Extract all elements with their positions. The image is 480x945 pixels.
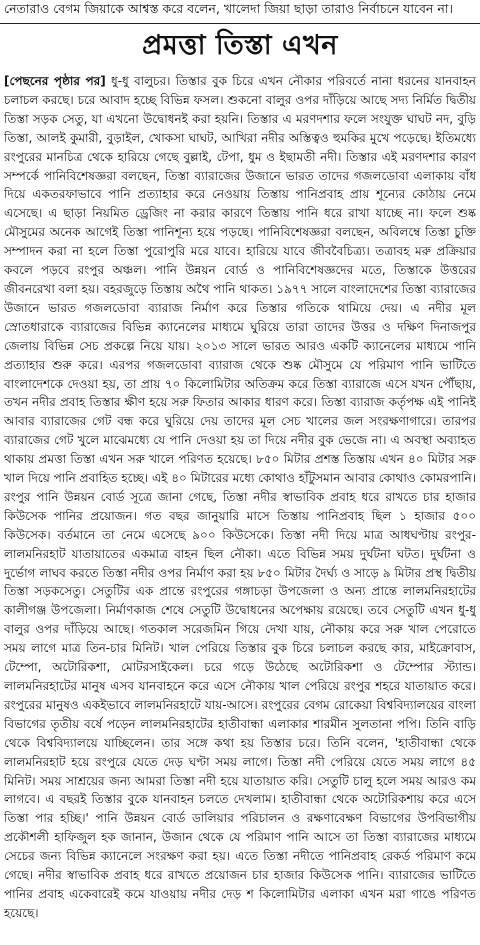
article-headline: প্রমত্তা তিস্তা এখন	[142, 30, 338, 61]
article-body	[4, 72, 476, 942]
previous-article-last-line: নেতারাও বেগম জিয়াকে আশ্বস্ত করে বলেন, খালেদা জিয়া ছাড়া তারাও নির্বাচনে যাবেন না।	[0, 0, 480, 24]
article-text: ধু-ধু বালুচর। তিস্তার বুক চিরে এখন নৌকার পরিবর্তে নানা ধরনের যানবাহন চলাচল করছে। চরে আবাদ হচ্ছে বিভিন্ন ফসল। শুকনো বালুর ওপর দাঁড়িয়ে আছে সদ্য নির্মিত দ্বিতীয় তিস্তা সড়ক সেতু, যা এখনো উদ্বোধনই করা হয়নি। তিস্তার এ মরণদশার ফলে সংযুক্ত ঘাঘট নদ, বুড়ি তিস্তা, আলই কুমারী, বুড়াইল, খোকসা ঘাঘট, আখিরা নদীর অস্তিত্বও হুমকির মুখে পড়েছে। ইতিমধ্যে রংপুরের মানচিত্র থেকে হারিয়ে গেছে বুল্লাই, টেপা, ধুম ও ইছামতী নদী। তিস্তার এই মরণদশার কারণ সম্পর্কে পানিবিশেষজ্ঞরা বলছেন, তিস্তা ব্যারাজের উজানে ভারত তাদের গজলডোবা এলাকায় বাঁধ দিয়ে একতরফাভাবে পানি প্রত্যাহার করে নেওয়ায় তিস্তায় পানিপ্রবাহ প্রায় শূন্যের কোঠায় নেমে এসেছে। এ ছাড়া নিয়মিত ড্রেজিং না করার কারণে তিস্তায় পানি ধরে রাখা যাচ্ছে না। ফলে শুষ্ক মৌসুমের অনেক আগেই তিস্তা পানিশূন্য হয়ে পড়ছে। পানিবিশেষজ্ঞরা বলছেন, অবিলম্বে তিস্তা চুক্তি সম্পাদন করা না হলে তিস্তা পুরোপুরি মরে যাবে। হারিয়ে যাবে জীববৈচিত্র্য। তত্রাবহ মরু প্রক্রিয়ার কবলে পড়বে রংপুর অঞ্চল। পানি উন্নয়ন বোর্ড ও পানিবিশেষজ্ঞদের মতে, তিস্তাকে উত্তরের জীবনরেখা বলা হয়। বহরজুড়ে তিস্তায় অথৈ পানি থাকত। ১৯৭৭ সালে বাংলাদেশের তিস্তা ব্যারাজের উজানে ভারত গজলডোবা ব্যারাজ নির্মাণ করে তিস্তার গতিকে থামিয়ে দেয়। এ নদীর মূল স্রোতধারাকে ব্যারাজের বিভিন্ন ক্যানেলের মাধ্যমে ঘুরিয়ে তারা তাদের উত্তর ও দক্ষিণ দিনাজপুর জেলায় বিভিন্ন সেচ প্রকল্পে নিয়ে যায়। ২০১৩ সালে ভারত আরও একটি ক্যানেলের মাধ্যমে পানি প্রত্যাহার শুরু করে। এরপর গজলডোবা ব্যারাজ থেকে শুষ্ক মৌসুমে যে পরিমাণ পানি ভাটিতে বাংলাদেশকে দেওয়া হয়, তা প্রায় ৭০ কিলোমিটার অতিক্রম করে তিস্তা ব্যারাজে এসে যখন পৌঁছায়, তখন নদীর প্রবাহ তিস্তার ক্ষীণ হয়ে সরু ফিতার আকার ধারণ করে। তিস্তা ব্যারাজ কর্তৃপক্ষ এই পানিই আবার ব্যারাজের গেট বন্ধ করে ঘুরিয়ে দেয় তাদের মূল সেচ খালের জল সংরক্ষণাগারে। তারপর ব্যারাজের গেট খুলে মাঝেমধ্যে যে পানি দেওয়া হয় তা দিয়ে নদীর বুক ভেজে না। এ অবস্থা অব্যাহত থাকায় প্রমত্তা তিস্তা এখন সরু খালে পরিণত হয়েছে। ৮৫০ মিটার প্রশস্ত তিস্তায় এখন ৪০ মিটার সরু খাল দিয়ে পানি প্রবাহিত হচ্ছে। এই ৪০ মিটারের মধ্যে কোথাও হাঁটুসমান আবার কোথাও কোমরপানি। রংপুর পানি উন্নয়ন বোর্ড সূত্রে জানা গেছে, তিস্তা নদীর স্বাভাবিক প্রবাহ ধরে রাখতে চার হাজার কিউসেক পানির প্রয়োজন। গত বছর জানুয়ারি মাসে তিস্তায় পানিপ্রবাহ ছিল ১ হাজার ৫০০ কিউসেক। বর্তমানে তা নেমে এসেছে ৯০০ কিউসেকে। তিস্তা নদী দিয়ে মাত্র আধঘণ্টায় রংপুর-লালমনিরহাট যাতায়াতের একমাত্র বাহন ছিল নৌকা। এতে বিভিন্ন সময় দুর্ঘটনা ঘটত। দুর্ঘটনা ও দুর্ভোগ লাঘব করতে তিস্তা নদীর ওপর নির্মাণ করা হয় ৮৫০ মিটার দৈর্ঘ্য ও সাড়ে ৯ মিটার প্রস্থ দ্বিতীয় তিস্তা সড়কসেতু। সেতুটির এক প্রান্তে রংপুরের গঙ্গাচড়া উপজেলা ও অন্য প্রান্তে লালমনিরহাটের কালীগঞ্জ উপজেলা। নির্মাণকাজ শেষে সেতুটি উদ্বোধনের অপেক্ষায় রয়েছে। তবে সেতুটি এখন ধু-ধু বালুর ওপর দাঁড়িয়ে আছে। গতকাল সরেজমিন গিয়ে দেখা যায়, নৌকায় করে সরু খাল পেরোতে সময় লাগে মাত্র তিন-চার মিনিট। খাল পেরিয়ে তিস্তার বুক চিরে চলাচল করছে কার, মাইক্রোবাস, টেম্পো, অটোরিকশা, মোটরসাইকেল। চরে গড়ে উঠেছে অটোরিকশা ও টেম্পোর স্ট্যান্ড। লালমনিরহাটের মানুষ এসব যানবাহনে করে এসে নৌকায় খাল পেরিয়ে রংপুর শহরে যাতায়াত করে। রংপুরের মানুষও একইভাবে লালমনিরহাটে যায়-আসে। রংপুরের বেগম রোকেয়া বিশ্ববিদ্যালয়ের বাংলা বিভাগের তৃতীয় বর্ষে পড়েন লালমনিরহাটের হাতীবান্ধা এলাকার শারমীন সুলতানা পপি। তিনি বাড়ি থেকে বিশ্ববিদ্যালয়ে যাচ্ছিলেন। তার সঙ্গে কথা হয় তিস্তার চরে। তিনি বলেন, 'হাতীবান্ধা থেকে লালমনিরহাট হয়ে রংপুরে যেতে দেড় ঘণ্টা সময় লাগে। তিস্তা নদী পেরিয়ে যেতে সময় লাগে ৪৫ মিনিট। সময় সাশ্রয়ের জন্য আমরা তিস্তা নদী হয়ে যাতায়াত করি। সেতুটি চালু হলে সময় আরও কম লাগবে। এ বছরই তিস্তার বুকে যানবাহন চলতে দেখলাম। হাতীবান্ধা থেকে অটোরিকশায় করে এসে তিস্তা পার হচ্ছি।' পানি উন্নয়ন বোর্ড ডালিয়ার পরিচালন ও রক্ষণাবেক্ষণ বিভাগের উপবিভাগীয় প্রকৌশলী হাফিজুল হক জানান, উজান থেকে যে পরিমাণ পানি আসে তা তিস্তা ব্যারাজের মাধ্যমে সেচের জন্য বিভিন্ন ক্যানেলে সংরক্ষণ করা হয়। এতে তিস্তা নদীতে পানিপ্রবাহ রেকর্ড পরিমাণ কমে গেছে। নদীর স্বাভাবিক প্রবাহ ধরে রাখতে প্রয়োজন চার হাজার কিউসেক পানি। ব্যারাজের ভাটিতে পানির প্রবাহ একেবারেই কমে যাওয়ায় নদীর দেড় শ কিলোমিটার এলাকা এখন মরা গাঙে পরিণত হয়েছে।	[4, 74, 476, 920]
continued-from-label: [পেছনের পৃষ্ঠার পর]	[4, 74, 106, 88]
